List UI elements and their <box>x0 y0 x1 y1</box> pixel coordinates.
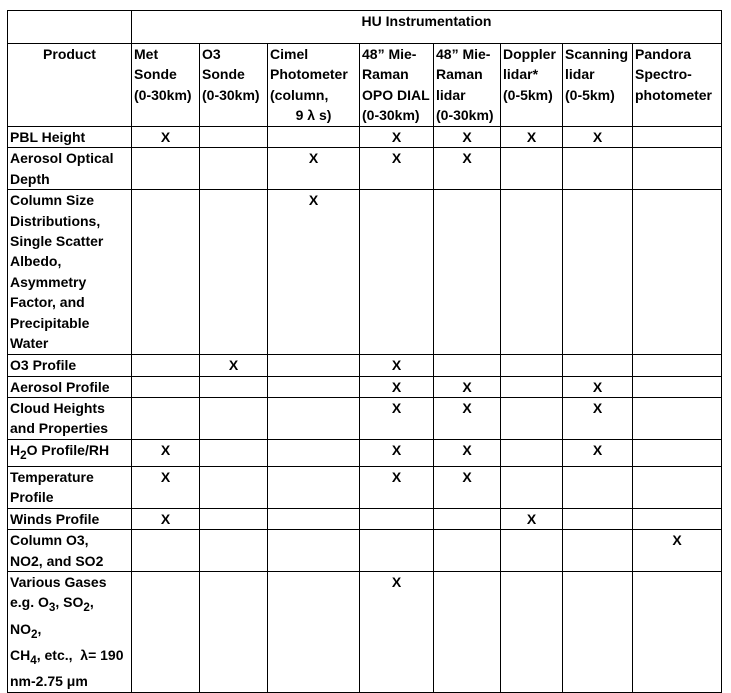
empty-cell <box>501 439 563 466</box>
empty-cell <box>633 508 722 529</box>
x-mark-cell: X <box>360 439 434 466</box>
empty-cell <box>268 355 360 376</box>
x-mark-cell: X <box>360 376 434 397</box>
empty-cell <box>268 398 360 440</box>
column-header-line: (0-30km) <box>436 107 494 124</box>
x-mark-cell: X <box>501 127 563 148</box>
column-header-line: (0-5km) <box>503 86 553 103</box>
empty-cell <box>633 398 722 440</box>
empty-cell <box>132 398 200 440</box>
x-mark-cell: X <box>360 572 434 692</box>
x-mark-cell: X <box>132 439 200 466</box>
empty-cell <box>563 148 633 190</box>
column-header <box>434 44 501 127</box>
x-mark-cell: X <box>434 398 501 440</box>
x-mark-cell: X <box>268 190 360 355</box>
table-row <box>8 467 722 509</box>
product-label: Winds Profile <box>8 508 132 529</box>
column-header <box>268 44 360 127</box>
empty-cell <box>633 148 722 190</box>
table-row <box>8 439 722 466</box>
empty-cell <box>633 355 722 376</box>
empty-cell <box>633 439 722 466</box>
x-mark-cell: X <box>633 530 722 572</box>
x-mark-cell: X <box>360 398 434 440</box>
empty-cell <box>563 508 633 529</box>
empty-cell <box>200 572 268 692</box>
empty-cell <box>200 439 268 466</box>
empty-cell <box>132 376 200 397</box>
column-header <box>633 44 722 127</box>
empty-cell <box>501 467 563 509</box>
empty-cell <box>434 190 501 355</box>
empty-cell <box>268 467 360 509</box>
product-label: Aerosol Profile <box>8 376 132 397</box>
x-mark-cell: X <box>200 355 268 376</box>
column-header-line: OPO DIAL <box>362 86 430 103</box>
x-mark-cell: X <box>268 148 360 190</box>
table-row <box>8 355 722 376</box>
column-header <box>563 44 633 127</box>
empty-cell <box>633 376 722 397</box>
table-row <box>8 148 722 190</box>
x-mark-cell: X <box>132 467 200 509</box>
table-row <box>8 376 722 397</box>
column-header-line: Met <box>134 46 159 62</box>
empty-cell <box>501 376 563 397</box>
product-label: PBL Height <box>8 127 132 148</box>
empty-cell <box>360 508 434 529</box>
product-header: Product <box>8 44 132 127</box>
column-header-line: O3 <box>202 46 221 62</box>
empty-cell <box>268 530 360 572</box>
empty-cell <box>563 190 633 355</box>
x-mark-cell: X <box>563 398 633 440</box>
column-header <box>132 44 200 127</box>
empty-cell <box>200 467 268 509</box>
empty-cell <box>633 467 722 509</box>
column-header-line: photometer <box>635 86 712 103</box>
empty-cell <box>132 148 200 190</box>
column-header-line: Pandora <box>635 46 692 62</box>
column-header-line: Spectro- <box>635 66 692 83</box>
column-header <box>501 44 563 127</box>
empty-cell <box>501 355 563 376</box>
empty-cell <box>563 467 633 509</box>
empty-cell <box>200 508 268 529</box>
column-header-line: Sonde <box>202 66 245 83</box>
empty-cell <box>501 530 563 572</box>
empty-cell <box>633 127 722 148</box>
column-header <box>200 44 268 127</box>
empty-cell <box>501 148 563 190</box>
x-mark-cell: X <box>563 127 633 148</box>
product-label: Aerosol Optical Depth <box>8 148 132 190</box>
empty-cell <box>434 508 501 529</box>
x-mark-cell: X <box>563 439 633 466</box>
column-header-line: Sonde <box>134 66 177 83</box>
empty-cell <box>200 376 268 397</box>
column-header-line: (0-30km) <box>202 86 260 103</box>
column-header-line: Doppler <box>503 46 556 62</box>
empty-cell <box>132 355 200 376</box>
x-mark-cell: X <box>132 127 200 148</box>
x-mark-cell: X <box>360 467 434 509</box>
empty-cell <box>200 127 268 148</box>
empty-cell <box>132 190 200 355</box>
empty-cell <box>434 355 501 376</box>
x-mark-cell: X <box>360 148 434 190</box>
product-label: Various Gases e.g. $O_3$, $SO_2$, $NO_2$, $CH_4$, etc., λ= 190 nm-2.75 μm <box>8 572 132 692</box>
empty-cell <box>132 572 200 692</box>
empty-cell <box>633 190 722 355</box>
blank-corner-cell <box>8 11 132 44</box>
instrumentation-table <box>7 10 722 693</box>
empty-cell <box>268 376 360 397</box>
table-row <box>8 508 722 529</box>
empty-cell <box>200 398 268 440</box>
column-header-line: lidar <box>565 66 595 83</box>
table-title: HU Instrumentation <box>132 11 722 44</box>
column-header-line: 48” Mie- <box>362 46 417 62</box>
column-header-line: (0-30km) <box>362 107 420 124</box>
empty-cell <box>360 530 434 572</box>
product-label: Temperature Profile <box>8 467 132 509</box>
product-label: Cloud Heights and Properties <box>8 398 132 440</box>
x-mark-cell: X <box>360 127 434 148</box>
column-header-line: (0-30km) <box>134 86 192 103</box>
empty-cell <box>268 508 360 529</box>
x-mark-cell: X <box>434 127 501 148</box>
empty-cell <box>563 530 633 572</box>
column-header-line: lidar* <box>503 66 539 83</box>
column-header <box>360 44 434 127</box>
table-row <box>8 530 722 572</box>
empty-cell <box>200 190 268 355</box>
empty-cell <box>434 572 501 692</box>
x-mark-cell: X <box>434 439 501 466</box>
empty-cell <box>200 530 268 572</box>
column-header-line: Scanning <box>565 46 629 62</box>
x-mark-cell: X <box>434 376 501 397</box>
x-mark-cell: X <box>360 355 434 376</box>
column-header-line: 9 λ s) <box>295 107 332 124</box>
empty-cell <box>268 572 360 692</box>
empty-cell <box>434 530 501 572</box>
empty-cell <box>633 572 722 692</box>
empty-cell <box>501 572 563 692</box>
table-row <box>8 190 722 355</box>
x-mark-cell: X <box>434 148 501 190</box>
x-mark-cell: X <box>132 508 200 529</box>
column-header-line: Raman <box>362 66 409 83</box>
empty-cell <box>563 355 633 376</box>
table-row <box>8 572 722 692</box>
x-mark-cell: X <box>434 467 501 509</box>
column-header-line: (0-5km) <box>565 86 615 103</box>
empty-cell <box>268 439 360 466</box>
empty-cell <box>501 190 563 355</box>
product-label: O3 Profile <box>8 355 132 376</box>
column-header-line: lidar <box>436 86 466 103</box>
table-row <box>8 127 722 148</box>
empty-cell <box>563 572 633 692</box>
column-header-line: 48” Mie- <box>436 46 491 62</box>
column-header-line: Cimel <box>270 46 309 62</box>
empty-cell <box>268 127 360 148</box>
product-label: Column O3, NO2, and SO2 <box>8 530 132 572</box>
empty-cell <box>501 398 563 440</box>
product-label: Column Size Distributions, Single Scatter Albedo, Asymmetry Factor, and Precipitable Water <box>8 190 132 355</box>
empty-cell <box>132 530 200 572</box>
product-label: $H_2O$ Profile/RH <box>8 439 132 466</box>
column-header-line: Photometer <box>270 66 348 83</box>
x-mark-cell: X <box>501 508 563 529</box>
column-header-line: (column, <box>270 86 329 103</box>
empty-cell <box>360 190 434 355</box>
x-mark-cell: X <box>563 376 633 397</box>
column-header-line: Raman <box>436 66 483 83</box>
table-row <box>8 398 722 440</box>
empty-cell <box>200 148 268 190</box>
